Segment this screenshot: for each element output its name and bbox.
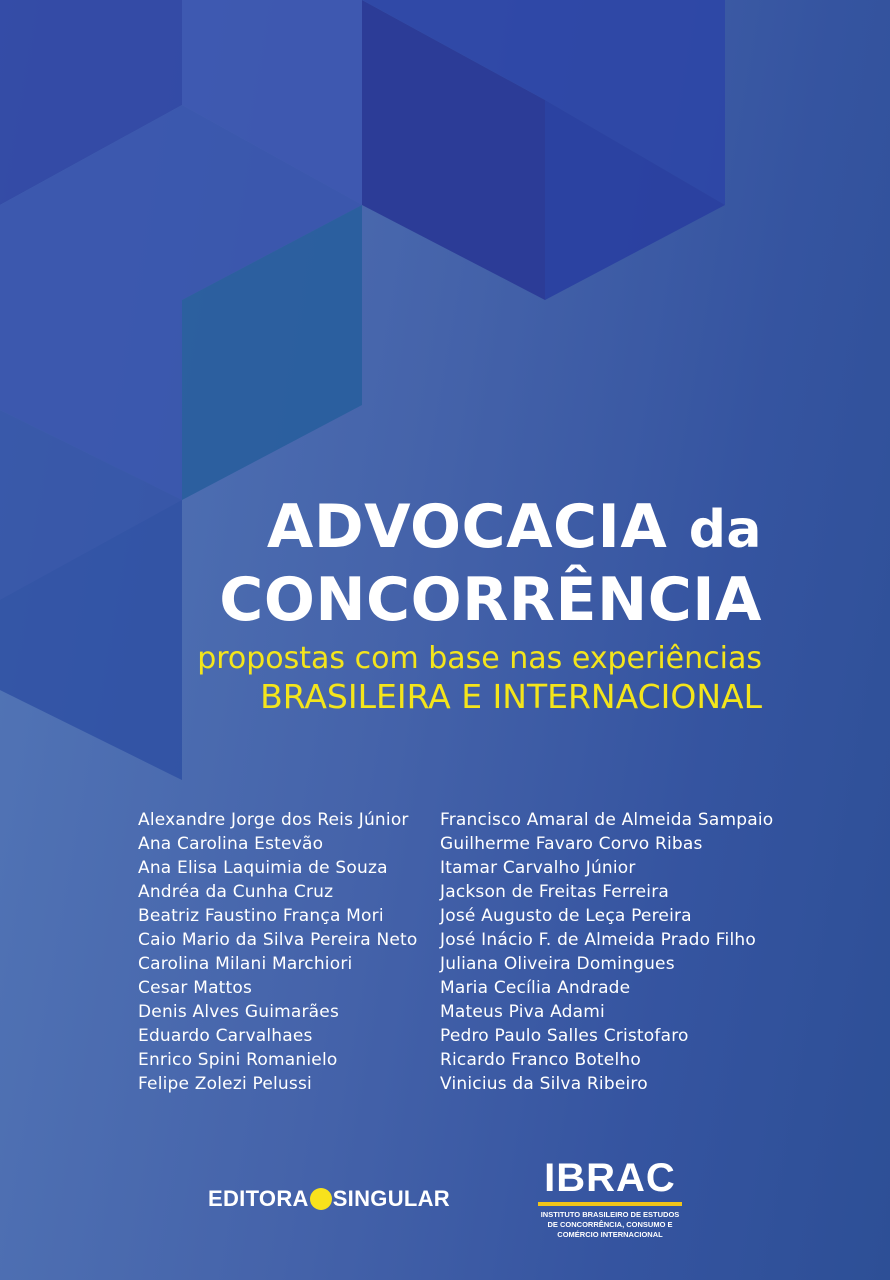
ibrac-tagline-2: DE CONCORRÊNCIA, CONSUMO E	[547, 1220, 673, 1229]
author-name: Mateus Piva Adami	[440, 1002, 605, 1022]
author-name: Francisco Amaral de Almeida Sampaio	[440, 810, 774, 830]
author-name: Denis Alves Guimarães	[138, 1002, 340, 1022]
publisher-name-part-2: SINGULAR	[332, 1186, 450, 1211]
author-name: Enrico Spini Romanielo	[138, 1050, 338, 1070]
publisher-name-part-1: EDITORA	[208, 1186, 309, 1211]
author-name: Cesar Mattos	[138, 978, 253, 998]
author-name: Beatriz Faustino França Mori	[138, 906, 384, 926]
author-name: Carolina Milani Marchiori	[138, 954, 353, 974]
author-name: Vinicius da Silva Ribeiro	[440, 1074, 648, 1094]
author-list-left	[138, 808, 418, 1096]
title-block	[197, 492, 762, 717]
publisher-dot-icon	[310, 1188, 332, 1210]
author-name: Jackson de Freitas Ferreira	[440, 882, 669, 902]
author-name: Ana Carolina Estevão	[138, 834, 324, 854]
ibrac-logo-name: IBRAC	[544, 1156, 676, 1200]
author-name: Ricardo Franco Botelho	[440, 1050, 641, 1070]
author-name: Itamar Carvalho Júnior	[440, 858, 636, 878]
publisher-logo	[208, 1186, 450, 1212]
ibrac-tagline-1: INSTITUTO BRASILEIRO DE ESTUDOS	[540, 1210, 680, 1219]
author-name: Pedro Paulo Salles Cristofaro	[440, 1026, 689, 1046]
author-name: Alexandre Jorge dos Reis Júnior	[138, 810, 409, 830]
author-list-right	[440, 808, 773, 1096]
author-name: José Augusto de Leça Pereira	[440, 906, 692, 926]
author-name: Caio Mario da Silva Pereira Neto	[138, 930, 418, 950]
title-connector: da	[688, 500, 762, 560]
author-name: Felipe Zolezi Pelussi	[138, 1074, 312, 1094]
book-title-line-1	[197, 492, 762, 565]
author-name: José Inácio F. de Almeida Prado Filho	[440, 930, 756, 950]
ibrac-tagline-3: COMÉRCIO INTERNACIONAL	[557, 1230, 663, 1239]
author-name: Eduardo Carvalhaes	[138, 1026, 313, 1046]
ibrac-logo-bar	[538, 1202, 682, 1206]
author-name: Ana Elisa Laquimia de Souza	[138, 858, 388, 878]
book-subtitle-caps: BRASILEIRA E INTERNACIONAL	[260, 677, 762, 716]
author-name: Guilherme Favaro Corvo Ribas	[440, 834, 703, 854]
author-name: Andréa da Cunha Cruz	[138, 882, 334, 902]
author-name: Juliana Oliveira Domingues	[440, 954, 675, 974]
title-main-word: ADVOCACIA	[266, 492, 668, 562]
book-subtitle: propostas com base nas experiências	[197, 641, 762, 676]
author-name: Maria Cecília Andrade	[440, 978, 631, 998]
book-title-line-2: CONCORRÊNCIA	[219, 565, 762, 635]
ibrac-logo	[532, 1158, 688, 1240]
